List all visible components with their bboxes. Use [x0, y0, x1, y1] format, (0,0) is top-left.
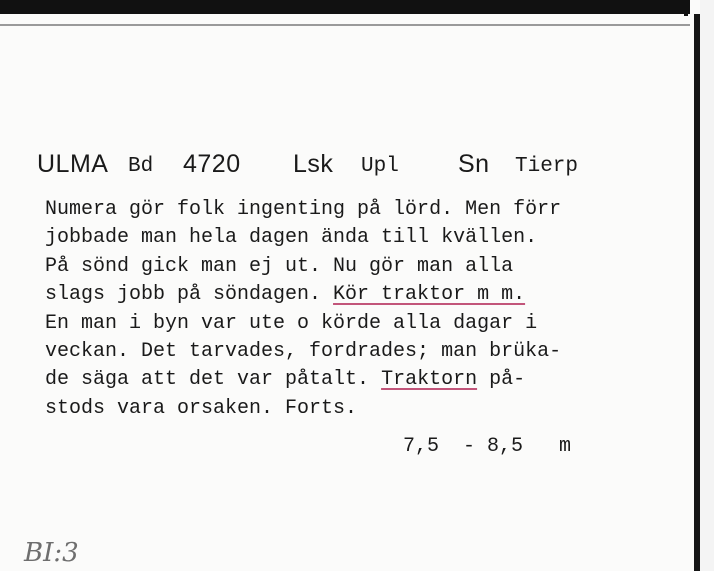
card-text — [45, 196, 665, 423]
top-border — [0, 0, 690, 14]
text-line: stods vara orsaken. Forts. — [45, 396, 358, 420]
parish-label: Sn — [458, 150, 490, 178]
volume-number: 4720 — [183, 150, 241, 178]
underlined-phrase: Kör traktor m m. — [333, 283, 526, 307]
text-line: Numera gör folk ingenting på lörd. Men förr — [45, 198, 562, 221]
text-line: veckan. Det tarvades, fordrades; man brüka- — [45, 340, 562, 364]
margin-strip — [700, 0, 714, 571]
archive-label: ULMA — [37, 150, 109, 178]
text-line — [45, 366, 665, 394]
text-span: de säga att det var påtalt. — [45, 368, 382, 392]
card-top-edge — [0, 24, 690, 26]
landscape-label: Lsk — [293, 150, 334, 178]
parish-value: Tierp — [515, 155, 579, 178]
volume-label: Bd — [128, 155, 154, 178]
landscape-value: Upl — [361, 155, 399, 178]
text-line: På sönd gick man ej ut. Nu gör man alla — [45, 254, 514, 278]
pencil-annotation: BI:3 — [24, 538, 79, 568]
border-notch — [684, 0, 688, 16]
text-line — [45, 281, 665, 309]
text-line: En man i byn var ute o körde alla dagar i — [45, 311, 538, 335]
measurement: 7,5 - 8,5 m — [403, 435, 572, 458]
text-span: på- — [477, 368, 526, 392]
underlined-word: Traktorn — [381, 368, 478, 392]
text-span: slags jobb på söndagen. — [45, 283, 334, 307]
text-line: jobbade man hela dagen ända till kvällen. — [45, 226, 538, 250]
